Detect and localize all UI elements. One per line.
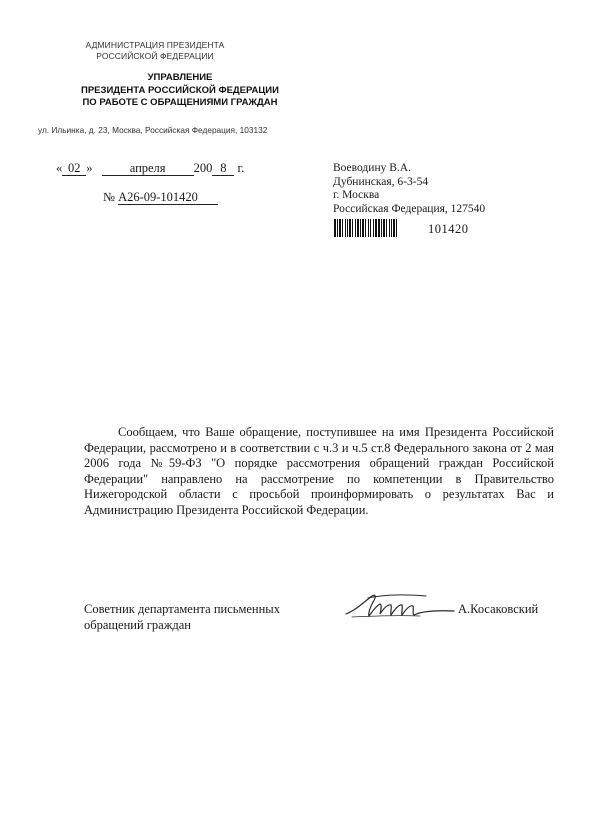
date-day: 02 <box>62 162 86 176</box>
signer-position-line2: обращений граждан <box>84 617 191 632</box>
signer-name: А.Косаковский <box>458 602 539 616</box>
date-month: апреля <box>102 162 194 176</box>
date-year-prefix: 200 <box>193 161 213 175</box>
department-line3: ПО РАБОТЕ С ОБРАЩЕНИЯМИ ГРАЖДАН <box>82 97 278 108</box>
org-name-line2: РОССИЙСКОЙ ФЕДЕРАЦИИ <box>96 51 214 61</box>
number-value: А26-09-101420 <box>118 191 218 205</box>
office-address: ул. Ильинка, д. 23, Москва, Российская Федерация, 103132 <box>38 125 268 135</box>
department-line2: ПРЕЗИДЕНТА РОССИЙСКОЙ ФЕДЕРАЦИИ <box>81 84 279 96</box>
recipient-street: Дубнинская, 6-3-54 <box>333 175 429 188</box>
date-open-quote: « <box>56 161 63 175</box>
date-year-suffix: 8 <box>212 162 234 176</box>
letter-body <box>84 425 554 519</box>
recipient-block <box>333 162 485 216</box>
org-name-line1: АДМИНИСТРАЦИЯ ПРЕЗИДЕНТА <box>85 40 225 50</box>
barcode-icon <box>334 219 420 237</box>
body-paragraph: Сообщаем, что Ваше обращение, поступившее на имя Президента Российской Федерации, рассмотрено и в соответствии с ч.3 и ч.5 ст.8 Федерального закона от 2 мая 2006 года №59-ФЗ "О порядке рассмотрения обращений граждан Российской Федерации" направлено на рассмотрение по компетенции в Правительство Нижегородской области с просьбой проинформировать о результатах Вас и Администрацию Президента Российской Федерации. <box>84 425 554 517</box>
recipient-country-zip: Российская Федерация, 127540 <box>333 202 486 215</box>
barcode-number: 101420 <box>428 222 469 236</box>
handwritten-signature-icon <box>342 590 462 624</box>
recipient-city: г. Москва <box>333 189 380 201</box>
number-sign: № <box>103 190 115 204</box>
department-line1: УПРАВЛЕНИЕ <box>147 72 213 83</box>
date-close-quote: » <box>86 161 93 175</box>
letter-number <box>103 190 218 205</box>
date-year-unit: г. <box>237 161 245 175</box>
signer-position-line1: Советник департамента письменных <box>84 602 280 616</box>
recipient-name: Воеводину В.А. <box>333 162 411 174</box>
signer-position <box>84 602 280 633</box>
letter-date <box>56 161 244 176</box>
